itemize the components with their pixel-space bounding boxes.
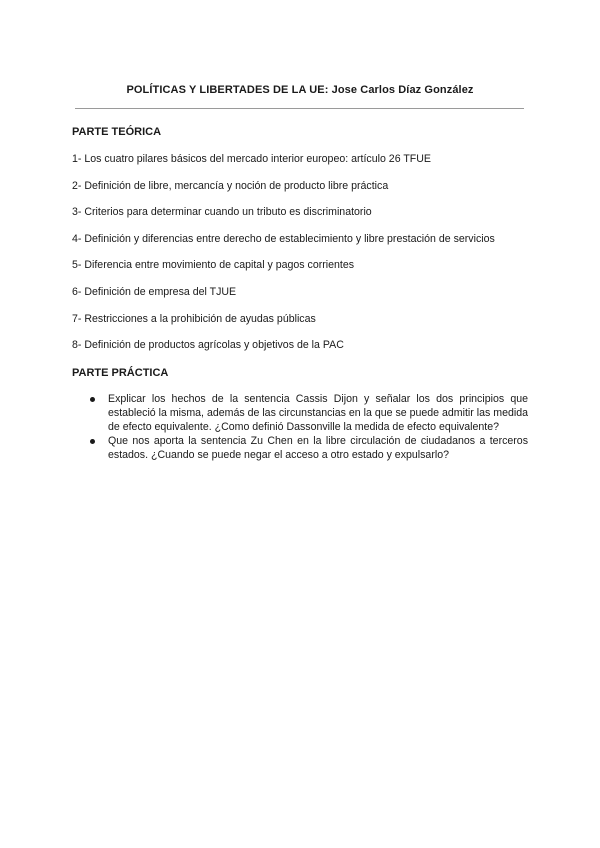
title-divider	[75, 108, 524, 109]
bullet-icon	[90, 439, 95, 444]
practice-question-text: Explicar los hechos de la sentencia Cassis Dijon y señalar los dos principios que estableció la misma, además de las circunstancias en la que se puede admitir las medida de efecto equivalente. ¿Como definió Dassonville la medida de efecto equivalente?	[108, 393, 528, 433]
practice-question-1	[90, 392, 528, 434]
practice-section-heading: PARTE PRÁCTICA	[72, 367, 169, 379]
theory-section-heading: PARTE TEÓRICA	[72, 126, 162, 138]
practice-question-list	[90, 392, 528, 462]
theory-question-4: 4- Definición y diferencias entre derecho de establecimiento y libre prestación de servicios	[72, 232, 495, 245]
theory-question-3: 3- Criterios para determinar cuando un tributo es discriminatorio	[72, 206, 372, 219]
practice-question-2	[90, 434, 528, 462]
theory-question-2: 2- Definición de libre, mercancía y noción de producto libre práctica	[72, 179, 389, 192]
practice-question-text: Que nos aporta la sentencia Zu Chen en la libre circulación de ciudadanos a terceros estados. ¿Cuando se puede negar el acceso a otro estado y expulsarlo?	[108, 435, 528, 461]
bullet-icon	[90, 397, 95, 402]
theory-question-8: 8- Definición de productos agrícolas y objetivos de la PAC	[72, 339, 344, 352]
document-title: POLÍTICAS Y LIBERTADES DE LA UE: Jose Carlos Díaz González	[126, 84, 474, 96]
theory-question-list	[72, 152, 532, 365]
theory-question-5: 5- Diferencia entre movimiento de capital y pagos corrientes	[72, 259, 355, 272]
theory-question-7: 7- Restricciones a la prohibición de ayudas públicas	[72, 312, 316, 325]
theory-question-6: 6- Definición de empresa del TJUE	[72, 285, 237, 298]
theory-question-1: 1- Los cuatro pilares básicos del mercado interior europeo: artículo 26 TFUE	[72, 153, 431, 165]
